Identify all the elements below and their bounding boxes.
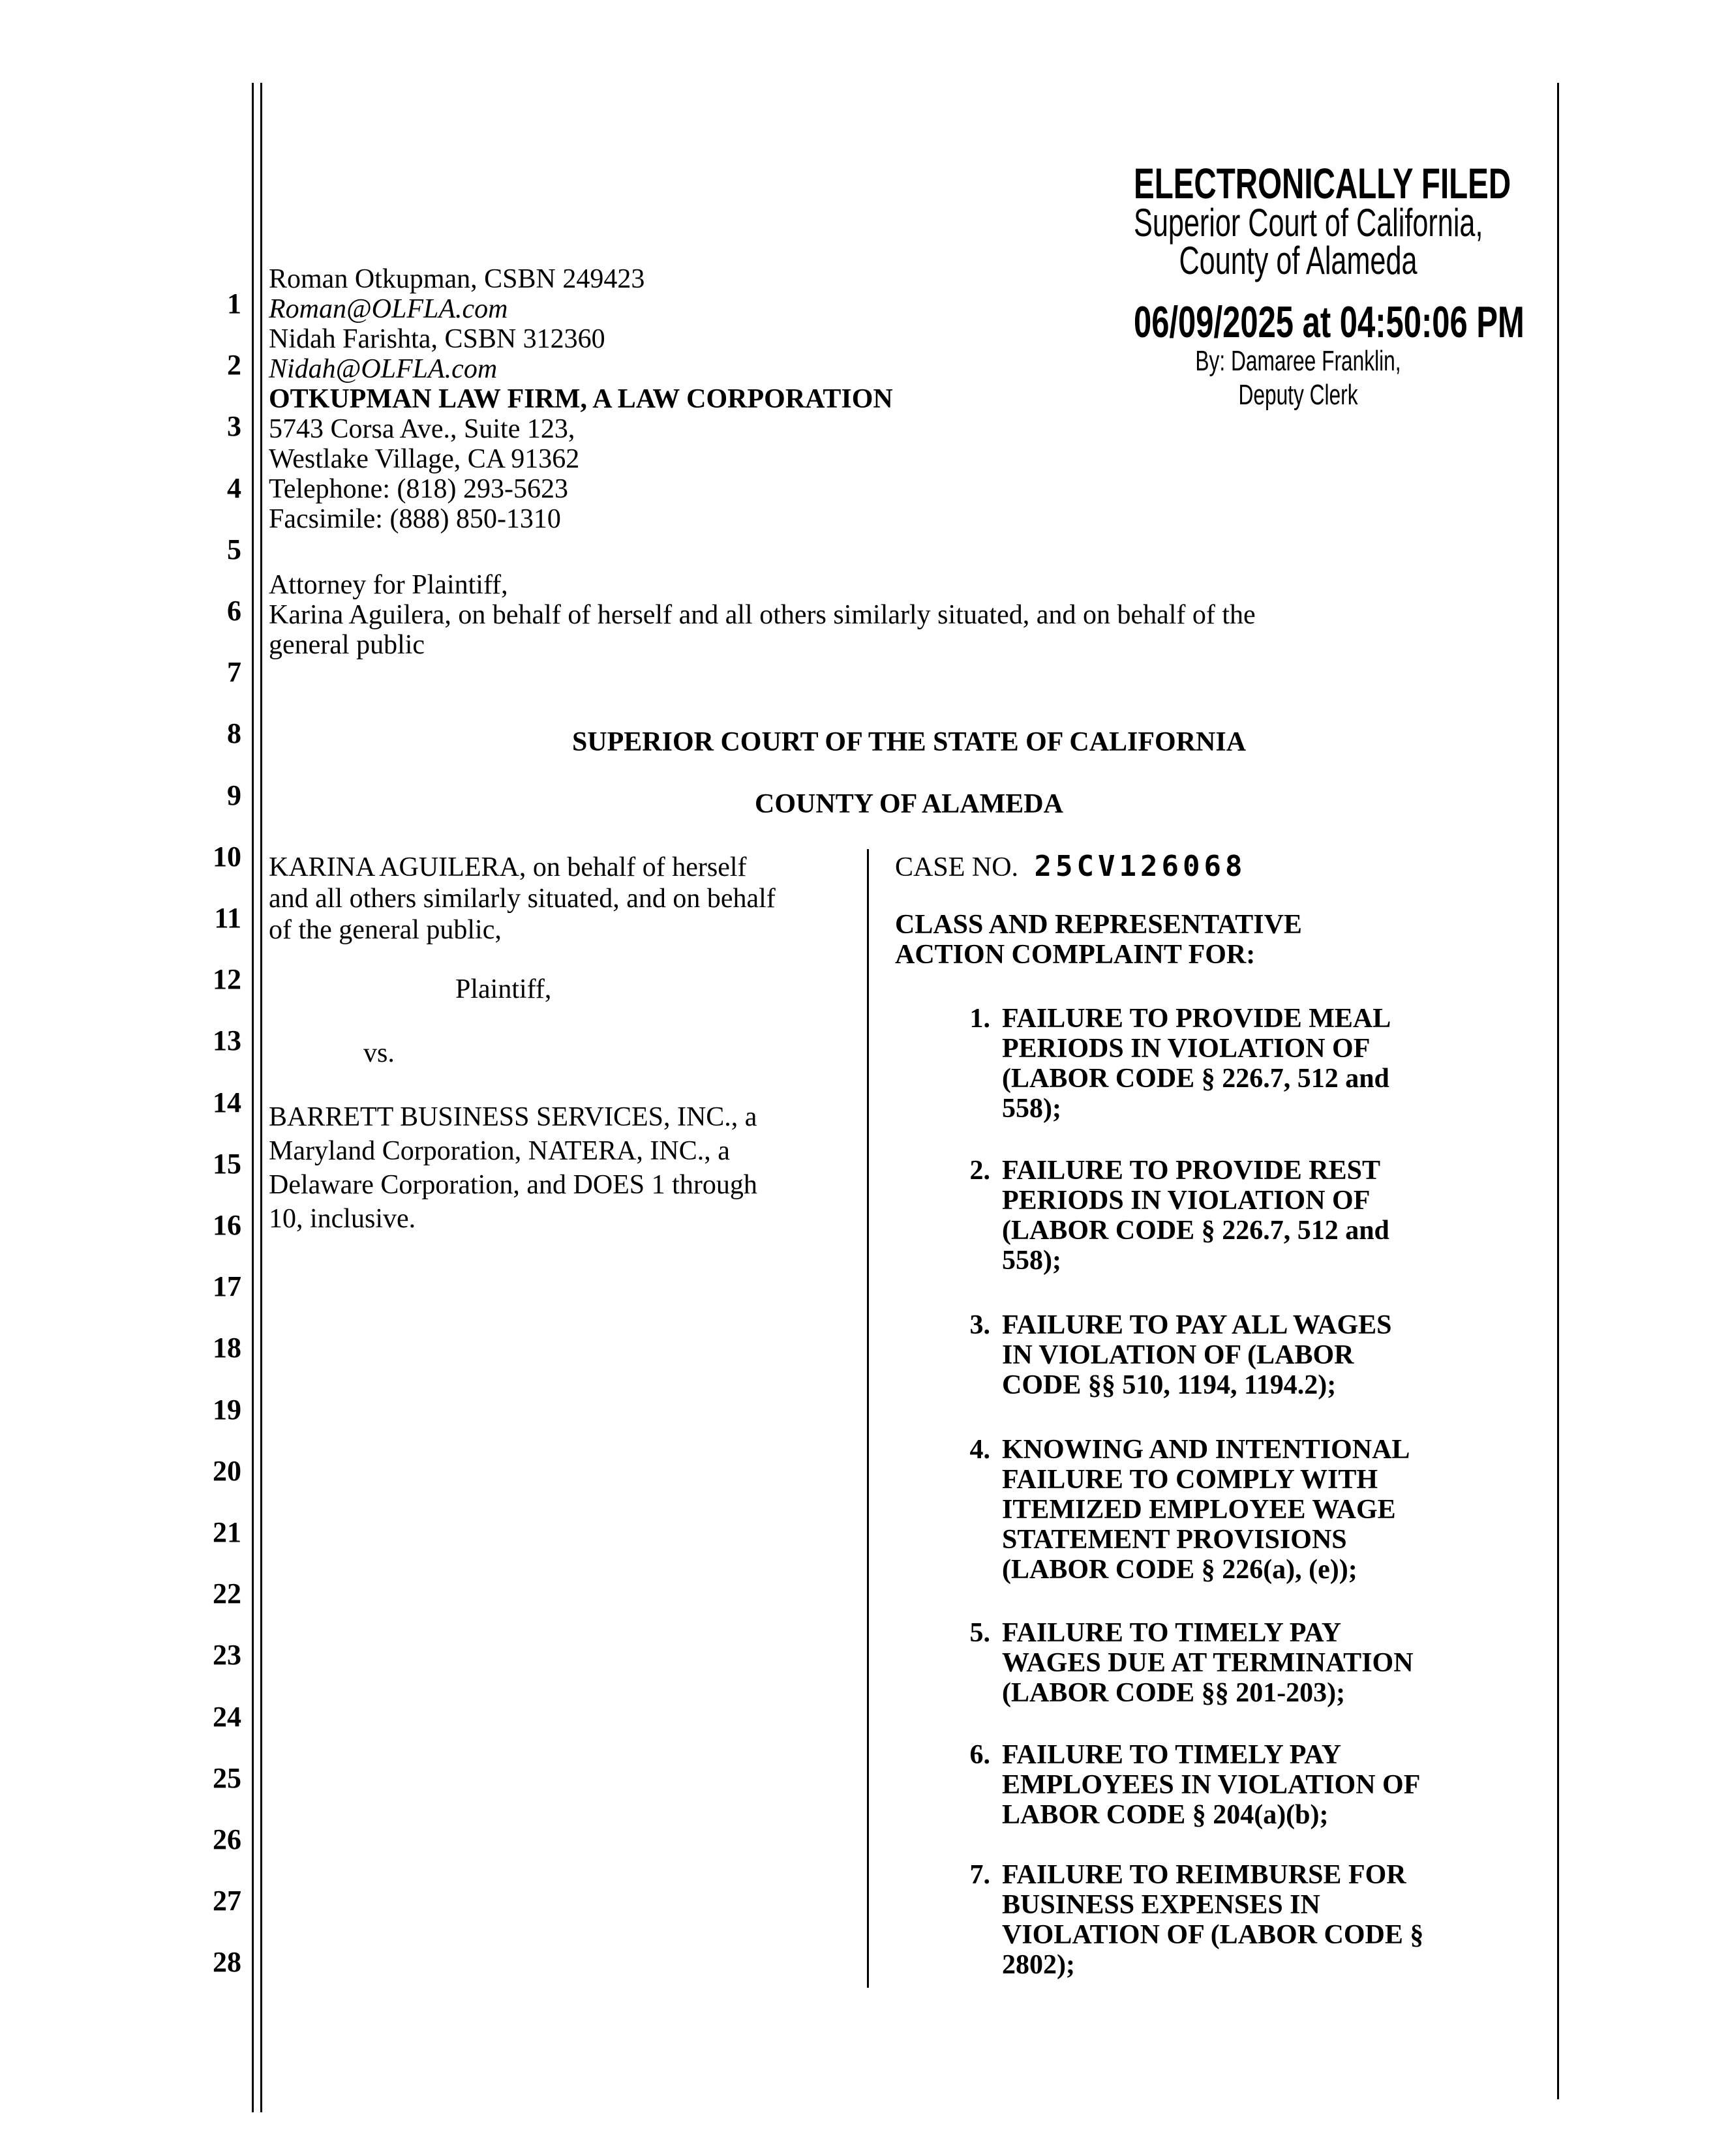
line-number: 16 (213, 1209, 241, 1241)
caption-line: of the general public, (269, 915, 502, 945)
telephone: Telephone: (818) 293-5623 (269, 474, 568, 504)
cause-text-line: BUSINESS EXPENSES IN (1002, 1890, 1320, 1920)
cause-text-line: FAILURE TO TIMELY PAY (1002, 1740, 1342, 1770)
line-number: 1 (227, 288, 241, 320)
cause-text (1002, 1740, 1420, 1830)
line-number: 3 (227, 410, 241, 443)
cause-number: 2. (969, 1156, 990, 1186)
right-margin-rule (1557, 83, 1559, 2099)
line-number: 5 (227, 533, 241, 565)
cause-text-line: FAILURE TO COMPLY WITH (1002, 1465, 1378, 1495)
cause-text-line: LABOR CODE § 204(a)(b); (1002, 1800, 1329, 1830)
line-number: 26 (213, 1823, 241, 1855)
line-number: 2 (227, 349, 241, 382)
attorney-for-block (269, 570, 1256, 660)
stamp-line: By: Damaree Franklin, (1195, 345, 1401, 377)
cause-text-line: EMPLOYEES IN VIOLATION OF (1002, 1770, 1421, 1800)
cause-text-line: PERIODS IN VIOLATION OF (1002, 1034, 1371, 1064)
cause-text-line: KNOWING AND INTENTIONAL (1002, 1435, 1410, 1465)
stamp-line: County of Alameda (1179, 239, 1417, 282)
line-number: 8 (227, 717, 241, 750)
caption-divider (867, 849, 869, 1988)
line-number: 15 (213, 1147, 241, 1180)
cause-text (1002, 1156, 1389, 1276)
line-number: 9 (227, 779, 241, 811)
caption-line: 10, inclusive. (269, 1204, 416, 1234)
versus: vs. (363, 1038, 395, 1068)
cause-text-line: FAILURE TO TIMELY PAY (1002, 1618, 1342, 1648)
caption-line: and all others similarly situated, and on behalf (269, 884, 776, 914)
caption-line: BARRETT BUSINESS SERVICES, INC., a (269, 1102, 757, 1132)
line-number: 19 (213, 1393, 241, 1426)
cause-of-action (933, 1156, 1389, 1276)
line-number: 13 (213, 1025, 241, 1057)
cause-of-action (933, 1310, 1392, 1400)
attorney-for: Attorney for Plaintiff, (269, 570, 508, 600)
cause-number: 4. (969, 1435, 990, 1465)
line-number: 22 (213, 1578, 241, 1610)
cause-text (1002, 1860, 1423, 1980)
line-number: 17 (213, 1270, 241, 1303)
facsimile: Facsimile: (888) 850-1310 (269, 504, 561, 534)
line-number: 20 (213, 1454, 241, 1487)
attorney-block (269, 264, 893, 534)
cause-text-line: (LABOR CODE § 226(a), (e)); (1002, 1555, 1357, 1585)
cause-of-action (933, 1618, 1414, 1708)
cause-text (1002, 1004, 1391, 1124)
cause-text-line: IN VIOLATION OF (LABOR (1002, 1340, 1354, 1370)
complaint-title-line: ACTION COMPLAINT FOR: (895, 940, 1256, 970)
case-number (895, 852, 1246, 882)
cause-text-line: (LABOR CODE § 226.7, 512 and (1002, 1064, 1389, 1094)
cause-number: 7. (969, 1860, 990, 1890)
complaint-title-line: CLASS AND REPRESENTATIVE (895, 910, 1302, 940)
attorney-email: Nidah@OLFLA.com (269, 354, 498, 384)
line-number: 6 (227, 595, 241, 627)
case-number-value: 25CV126068 (1034, 850, 1247, 883)
cause-text-line: FAILURE TO PROVIDE MEAL (1002, 1004, 1391, 1034)
cause-number: 3. (969, 1310, 990, 1340)
address-line: 5743 Corsa Ave., Suite 123, (269, 414, 575, 444)
line-number: 28 (213, 1946, 241, 1979)
line-number: 23 (213, 1639, 241, 1671)
court-county: COUNTY OF ALAMEDA (755, 789, 1063, 819)
cause-text-line: FAILURE TO REIMBURSE FOR (1002, 1860, 1406, 1890)
stamp-line: ELECTRONICALLY FILED (1134, 159, 1511, 207)
client-line: general public (269, 630, 425, 660)
plaintiff-caption (269, 852, 776, 946)
line-number: 4 (227, 472, 241, 504)
cause-text-line: FAILURE TO PROVIDE REST (1002, 1156, 1380, 1186)
cause-of-action (933, 1004, 1391, 1124)
cause-text-line: 2802); (1002, 1950, 1075, 1980)
attorney-name: Roman Otkupman, CSBN 249423 (269, 264, 645, 294)
cause-text (1002, 1618, 1414, 1708)
cause-text-line: VIOLATION OF (LABOR CODE § (1002, 1920, 1424, 1950)
cause-text-line: FAILURE TO PAY ALL WAGES (1002, 1310, 1392, 1340)
left-margin-rule-inner (260, 83, 262, 2112)
cause-text-line: PERIODS IN VIOLATION OF (1002, 1186, 1371, 1216)
line-number: 24 (213, 1700, 241, 1733)
cause-text (1002, 1435, 1410, 1585)
line-number: 10 (213, 840, 241, 873)
client-line: Karina Aguilera, on behalf of herself and all others similarly situated, and on behalf of the (269, 600, 1256, 630)
attorney-email: Roman@OLFLA.com (269, 294, 508, 324)
cause-text-line: (LABOR CODE § 226.7, 512 and (1002, 1216, 1389, 1246)
caption-line: KARINA AGUILERA, on behalf of herself (269, 852, 747, 882)
cause-of-action (933, 1860, 1423, 1980)
cause-text-line: 558); (1002, 1094, 1061, 1124)
address-line: Westlake Village, CA 91362 (269, 444, 580, 474)
stamp-line: Superior Court of California, (1134, 201, 1483, 245)
line-number: 18 (213, 1332, 241, 1364)
line-number: 12 (213, 963, 241, 996)
cause-of-action (933, 1740, 1420, 1830)
complaint-title (895, 910, 1302, 970)
cause-number: 1. (969, 1004, 990, 1034)
cause-number: 5. (969, 1618, 990, 1648)
cause-number: 6. (969, 1740, 990, 1770)
line-number: 21 (213, 1516, 241, 1548)
attorney-name: Nidah Farishta, CSBN 312360 (269, 324, 605, 354)
line-number: 27 (213, 1885, 241, 1917)
cause-text-line: 558); (1002, 1246, 1061, 1276)
firm-name: OTKUPMAN LAW FIRM, A LAW CORPORATION (269, 384, 893, 414)
case-number-label: CASE NO. (895, 852, 1019, 882)
line-number: 7 (227, 656, 241, 689)
cause-text-line: STATEMENT PROVISIONS (1002, 1525, 1347, 1555)
line-number: 11 (214, 902, 241, 934)
cause-text (1002, 1310, 1392, 1400)
caption-line: Delaware Corporation, and DOES 1 through (269, 1170, 757, 1200)
left-margin-rule (252, 83, 254, 2112)
cause-text-line: (LABOR CODE §§ 201-203); (1002, 1678, 1346, 1708)
stamp-date: 06/09/2025 at 04:50:06 PM (1134, 297, 1524, 347)
cause-text-line: WAGES DUE AT TERMINATION (1002, 1648, 1414, 1678)
defendant-caption (269, 1100, 757, 1236)
plaintiff-label: Plaintiff, (455, 974, 552, 1004)
line-number: 25 (213, 1761, 241, 1794)
cause-text-line: CODE §§ 510, 1194, 1194.2); (1002, 1370, 1337, 1400)
line-number: 14 (213, 1086, 241, 1118)
caption-line: Maryland Corporation, NATERA, INC., a (269, 1136, 730, 1166)
cause-text-line: ITEMIZED EMPLOYEE WAGE (1002, 1495, 1396, 1525)
cause-of-action (933, 1435, 1410, 1585)
stamp-line: Deputy Clerk (1238, 379, 1358, 411)
court-name: SUPERIOR COURT OF THE STATE OF CALIFORNIA (571, 727, 1247, 757)
